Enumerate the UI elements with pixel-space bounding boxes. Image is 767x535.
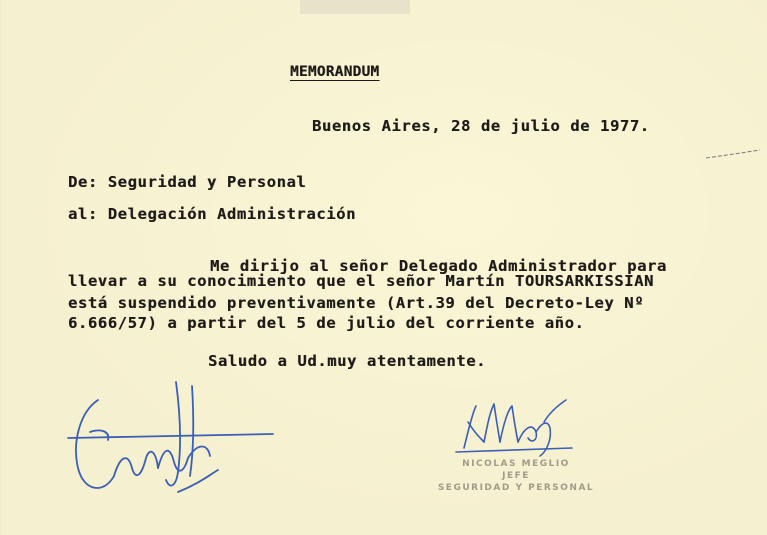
memo-body-line-4: 6.666/57) a partir del 5 de julio del corriente año. (68, 314, 585, 332)
stamp-name: NICOLAS MEGLIO (462, 459, 570, 469)
handwritten-signature-left (58, 372, 288, 502)
memo-body-line-2: llevar a su conocimiento que el señor Martín TOURSARKISSIAN (68, 272, 654, 290)
official-stamp (436, 458, 596, 494)
memo-closing: Saludo a Ud.muy atentamente. (208, 352, 487, 370)
paper-fold-mark (300, 0, 410, 14)
memo-date: Buenos Aires, 28 de julio de 1977. (312, 117, 650, 135)
memo-from: De: Seguridad y Personal (68, 173, 307, 191)
memo-body-line-1: Me dirijo al señor Delegado Administrador para (210, 257, 667, 275)
memo-body-line-3: está suspendido preventivamente (Art.39 del Decreto-Ley Nº (68, 294, 645, 312)
pencil-margin-mark (704, 148, 764, 162)
stamp-department: SEGURIDAD Y PERSONAL (437, 483, 595, 493)
memo-to: al: Delegación Administración (68, 205, 357, 223)
stamp-role: JEFE (502, 471, 530, 481)
handwritten-signature-right (450, 392, 580, 462)
memo-title: MEMORANDUM (290, 64, 380, 80)
